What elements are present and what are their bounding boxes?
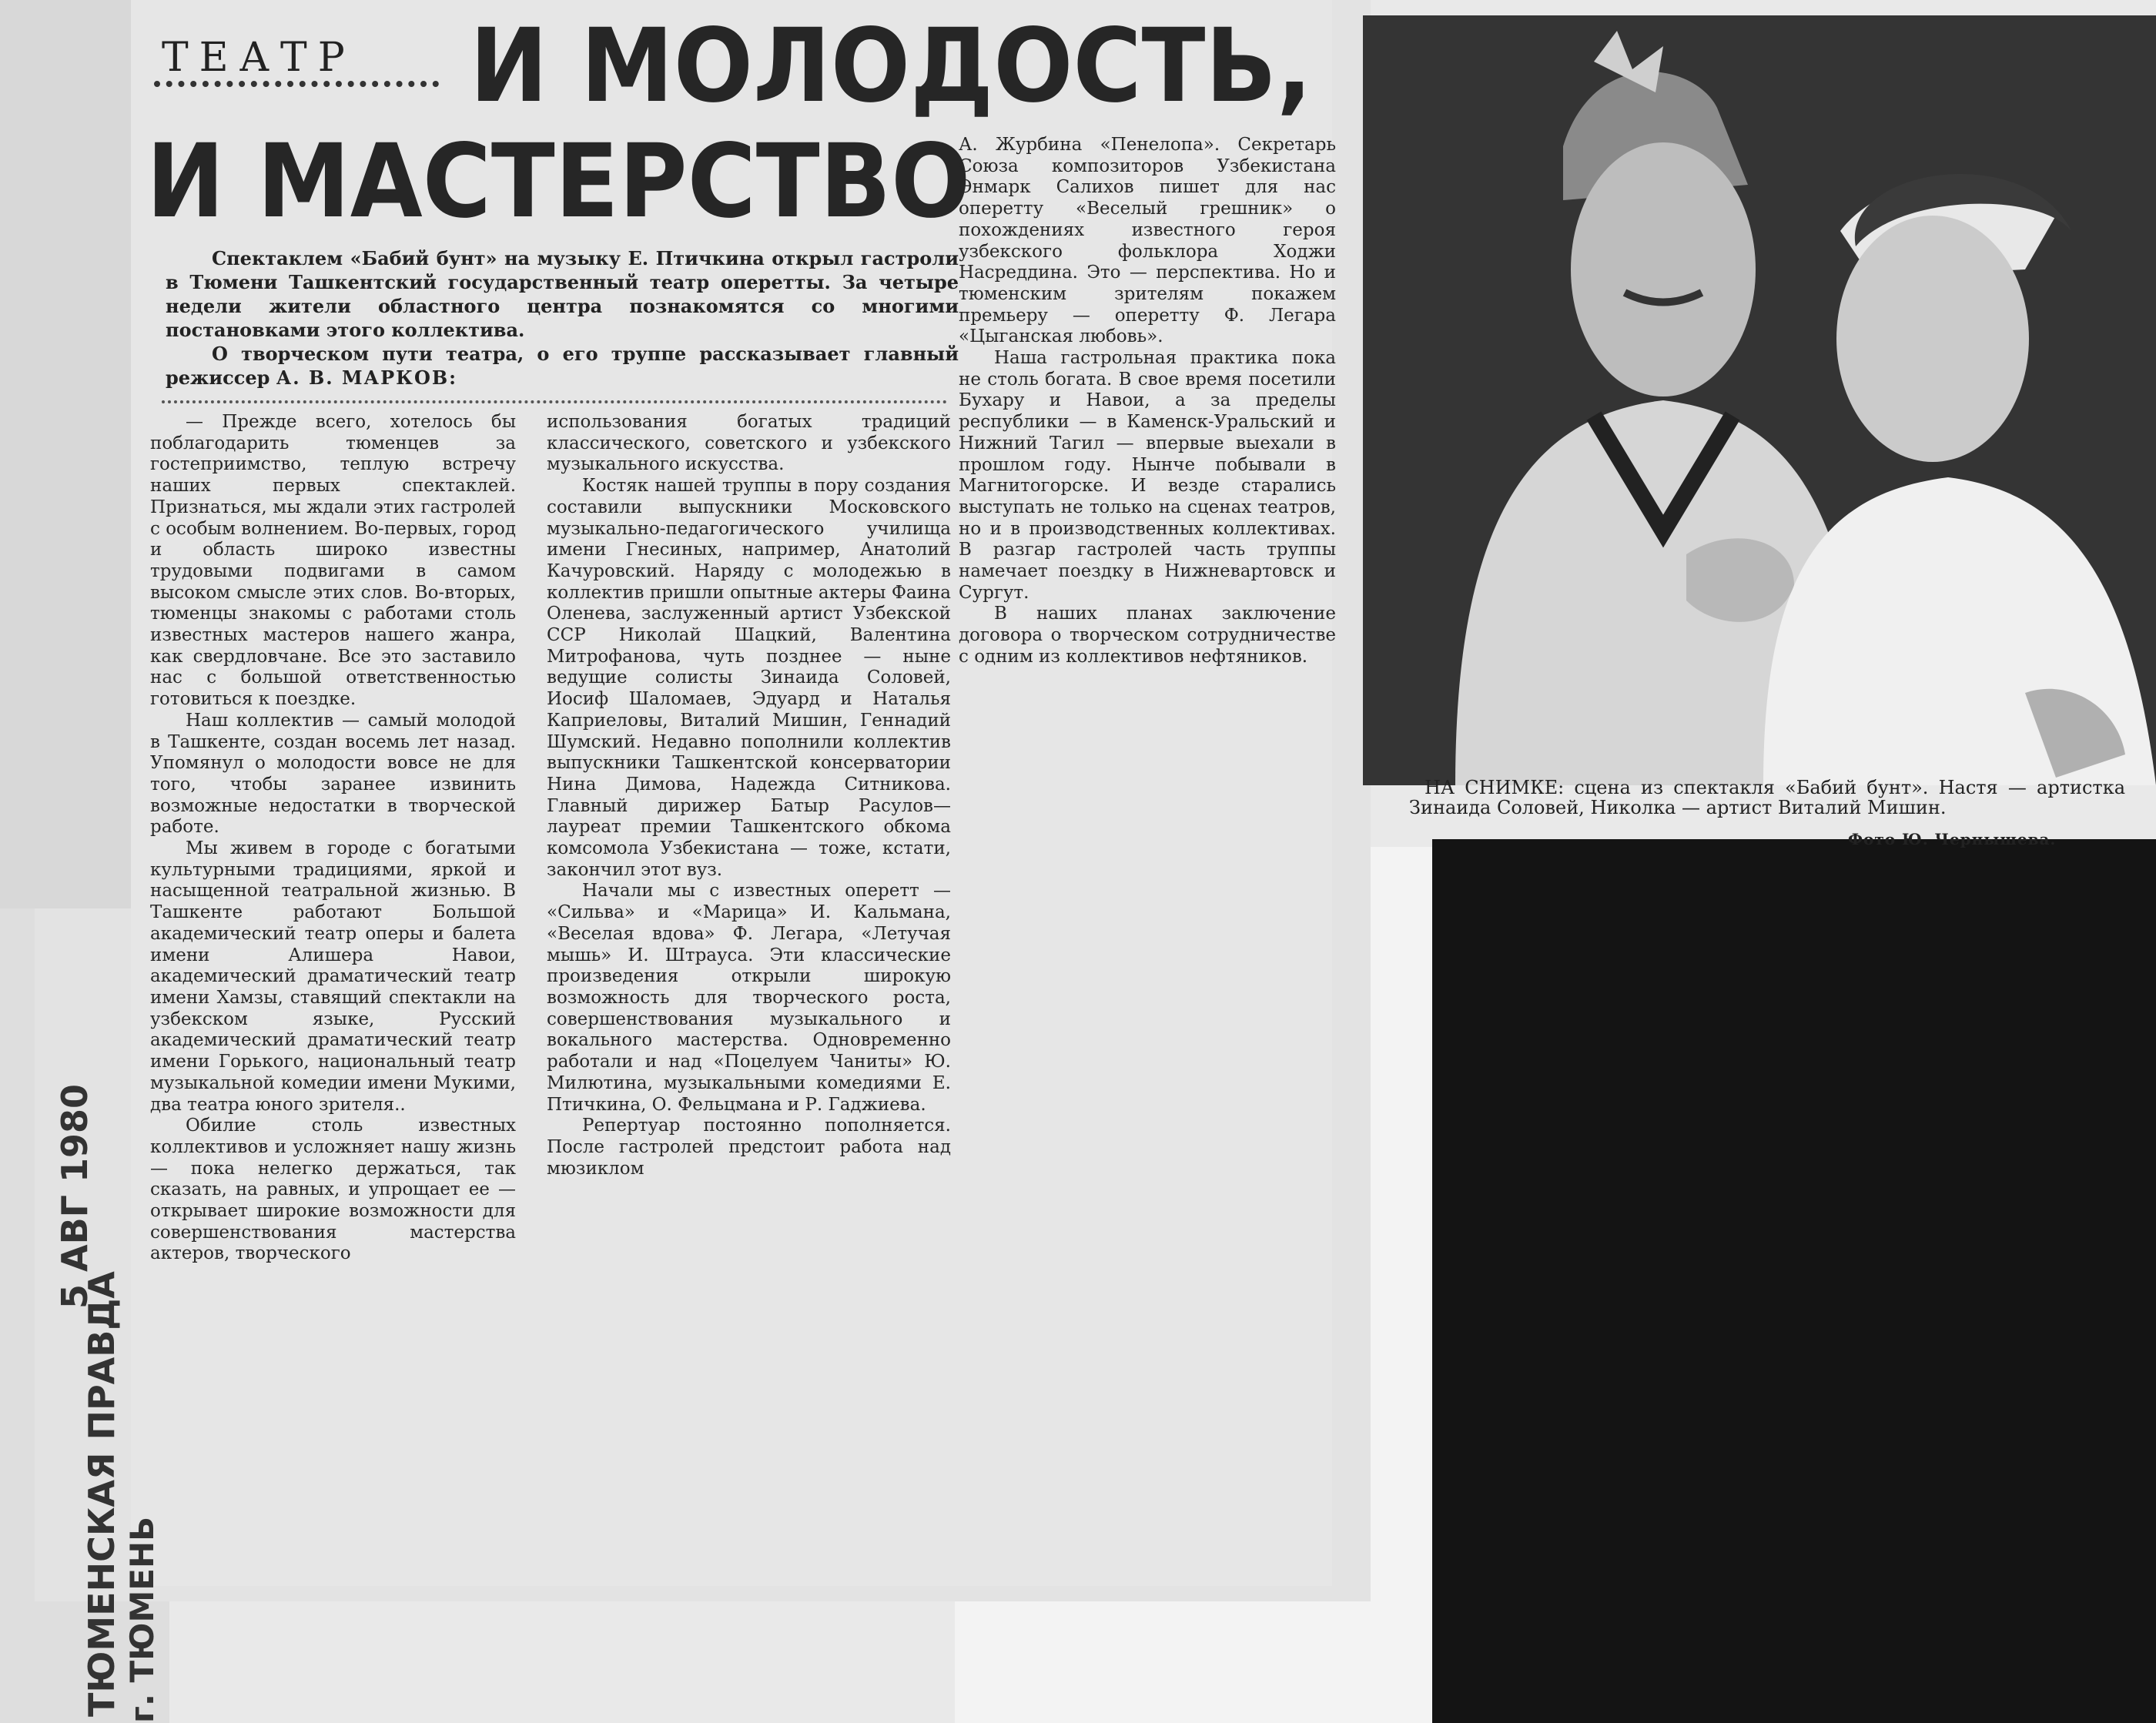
- city-stamp: г. ТЮМЕНЬ: [123, 1516, 161, 1723]
- paragraph: Наш коллектив — самый молодой в Ташкенте, создан восемь лет назад. Упомянул о молодости вовсе не для того, чтобы заранее извинить возможные недостатки в творческой работе.: [150, 710, 516, 838]
- lead-text-1: Спектаклем «Бабий бунт» на музыку Е. Птичкина открыл гастроли в Тюмени Ташкентский государственный театр оперетты. За четыре недели жители областного центра познакомятся со многими постановками этого коллектива.: [166, 247, 959, 341]
- newspaper-name-stamp: ТЮМЕНСКАЯ ПРАВДА: [81, 1271, 122, 1717]
- date-stamp: 5 АВГ 1980: [54, 1083, 95, 1309]
- dark-background: [1432, 839, 2156, 1723]
- lead-paragraph: [166, 246, 959, 390]
- paragraph: — Прежде всего, хотелось бы поблагодарить тюменцев за гостеприимство, теплую встречу наших первых спектаклей. Признаться, мы ждали этих гастролей с особым волнением. Во-первых, город и область широко известны трудовыми подвигами в самом высоком смысле этих слов. Во-вторых, тюменцы знакомы с работами столь известных мастеров нашего жанра, как свердловчане. Все это заставило нас с большой ответственностью готовиться к поездке.: [150, 412, 516, 710]
- text-column-3: [959, 135, 1336, 668]
- photo-caption: [1409, 778, 2125, 818]
- photo-image: [1363, 15, 2156, 785]
- photo-credit: Фото Ю. Чернышева.: [1848, 830, 2057, 848]
- paragraph: использования богатых традиций классического, советского и узбекского музыкального искусства.: [547, 412, 951, 475]
- headline-line-1: И МОЛОДОСТЬ,: [470, 7, 1313, 125]
- lead-divider: [162, 400, 947, 403]
- caption-text: НА СНИМКЕ: сцена из спектакля «Бабий бунт». Настя — артистка Зинаида Соловей, Николка — артист Виталий Мишин.: [1409, 777, 2125, 818]
- newspaper-clipping: [131, 0, 1336, 1586]
- paragraph: А. Журбина «Пенелопа». Секретарь Союза композиторов Узбекистана Энмарк Салихов пишет для нас оперетту «Веселый грешник» о похождениях известного героя узбекского фольклора Ходжи Насреддина. Это — перспектива. Но и тюменским зрителям покажем премьеру — оперетту Ф. Легара «Цыганская любовь».: [959, 135, 1336, 347]
- lead-text-2: [166, 342, 959, 390]
- rubric-underline: [154, 81, 439, 87]
- lead-text-2-body: О творческом пути театра, о его труппе рассказывает главный режиссер: [166, 343, 959, 389]
- left-paper-strip: [0, 0, 131, 908]
- paragraph: Обилие столь известных коллективов и усложняет нашу жизнь — пока нелегко держаться, так сказать, на равных, и упрощает ее — открывает широкие возможности для совершенствования мастерства актеров, творческого: [150, 1116, 516, 1264]
- paragraph: Репертуар постоянно пополняется. После гастролей предстоит работа над мюзиклом: [547, 1116, 951, 1179]
- author-byline: А. В. МАРКОВ:: [276, 366, 458, 389]
- paragraph: Наша гастрольная практика пока не столь богата. В свое время посетили Бухару и Навои, а за пределы республики — в Каменск-Уральский и Нижний Тагил — впервые выехали в прошлом году. Нынче побывали в Магнитогорске. И везде старались выступать не только на сценах театров, но и в производственных коллективах. В разгар гастролей часть труппы намечает поездку в Нижневартовск и Сургут.: [959, 348, 1336, 603]
- text-column-1: [150, 412, 516, 1265]
- paragraph: Мы живем в городе с богатыми культурными традициями, яркой и насыщенной театральной жизнью. В Ташкенте работают Большой академический театр оперы и балета имени Алишера Навои, академический драматический театр имени Хамзы, ставящий спектакли на узбекском языке, Русский академический драматический театр имени Горького, национальный театр музыкальной комедии имени Мукими, два театра юного зрителя..: [150, 838, 516, 1115]
- paragraph: Начали мы с известных оперетт — «Сильва» и «Марица» И. Кальмана, «Веселая вдова» Ф. Легара, «Летучая мышь» И. Штрауса. Эти классические произведения открыли широкую возможность для творческого роста, совершенствования музыкального и вокального мастерства. Одновременно работали и над «Поцелуем Чаниты» Ю. Милютина, музыкальными комедиями Е. Птичкина, О. Фельцмана и Р. Гаджиева.: [547, 881, 951, 1115]
- text-column-2: [547, 412, 951, 1179]
- rubric-label: ТЕАТР: [162, 35, 356, 81]
- stage-photo: [1363, 15, 2156, 785]
- headline-line-2: И МАСТЕРСТВО: [146, 122, 971, 241]
- paragraph: В наших планах заключение договора о творческом сотрудничестве с одним из коллективов нефтяников.: [959, 604, 1336, 667]
- paragraph: Костяк нашей труппы в пору создания составили выпускники Московского музыкально-педагогического училища имени Гнесиных, например, Анатолий Качуровский. Наряду с молодежью в коллектив пришли опытные актеры Фаина Оленева, заслуженный артист Узбекской ССР Николай Шацкий, Валентина Митрофанова, чуть позднее — ныне ведущие солисты Зинаида Соловей, Иосиф Шаломаев, Эдуард и Наталья Каприеловы, Виталий Мишин, Геннадий Шумский. Недавно пополнили коллектив выпускники Ташкентской консерватории Нина Димова, Надежда Ситникова. Главный дирижер Батыр Расулов—лауреат премии Ташкентского обкома комсомола Узбекистана — тоже, кстати, закончил этот вуз.: [547, 476, 951, 880]
